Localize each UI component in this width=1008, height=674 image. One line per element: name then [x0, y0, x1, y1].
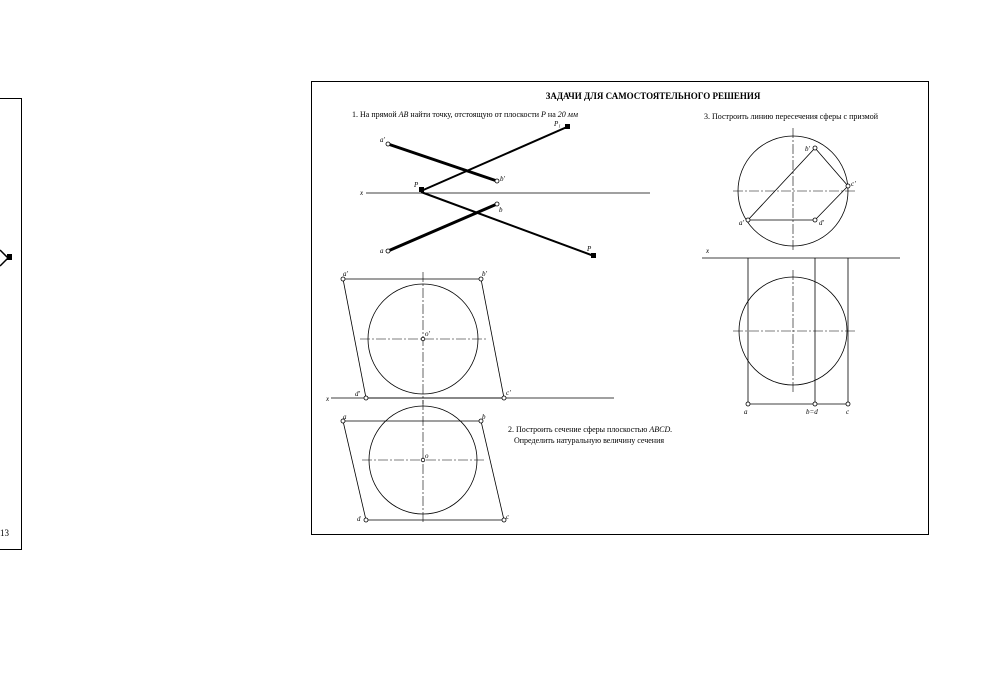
plane-top-projection: [343, 421, 504, 520]
label-d-prime-3: d': [819, 219, 824, 227]
label-a-prime: a': [380, 136, 385, 144]
label-b: b: [499, 206, 503, 214]
label-a-prime-3: a': [739, 219, 744, 227]
label-p-axis: P: [414, 181, 419, 189]
label-c-top: c: [506, 513, 510, 521]
label-a-prime-2: a': [343, 270, 348, 278]
line-ab-front: [388, 144, 497, 181]
prism-front-projection: [748, 148, 848, 220]
label-o: o: [425, 452, 429, 460]
task-1-statement: 1. На прямой AB найти точку, отстоящую от плоскости P на 20 мм: [352, 110, 578, 119]
label-a-3: a: [744, 408, 748, 416]
sheet-title: ЗАДАЧИ ДЛЯ САМОСТОЯТЕЛЬНОГО РЕШЕНИЯ: [545, 91, 761, 101]
label-c-prime: c': [506, 389, 511, 397]
label-p-lower: P: [587, 245, 592, 253]
label-b-top: b: [482, 413, 486, 421]
label-c-prime-3: c': [851, 180, 856, 188]
label-b-prime-2: b': [482, 270, 487, 278]
label-a-top: a: [343, 413, 347, 421]
label-x-3: x: [706, 247, 710, 255]
label-x-2: x: [326, 395, 330, 403]
label-a: a: [380, 247, 384, 255]
task-2-statement: 2. Построить сечение сферы плоскостью ABCD. Определить натуральную величину сечения: [508, 425, 673, 445]
label-p1: P₁: [554, 120, 561, 128]
label-x-1: x: [360, 189, 364, 197]
label-c-3: c: [846, 408, 850, 416]
label-d-prime: d': [355, 390, 360, 398]
task-2-drawing: [325, 270, 614, 523]
task-3-drawing: [702, 128, 900, 416]
label-b-prime-3: b': [805, 145, 810, 153]
task-1-drawing: [359, 120, 650, 258]
label-b-prime: b': [500, 175, 505, 183]
task-3-statement: 3. Построить линию пересечения сферы с призмой: [704, 112, 879, 121]
label-o-prime: o': [425, 330, 430, 338]
previous-page-number: 13: [0, 528, 9, 538]
label-b-equals-d: b=d: [806, 408, 818, 416]
label-d-top: d: [357, 515, 361, 523]
line-ab-top: [388, 204, 497, 251]
